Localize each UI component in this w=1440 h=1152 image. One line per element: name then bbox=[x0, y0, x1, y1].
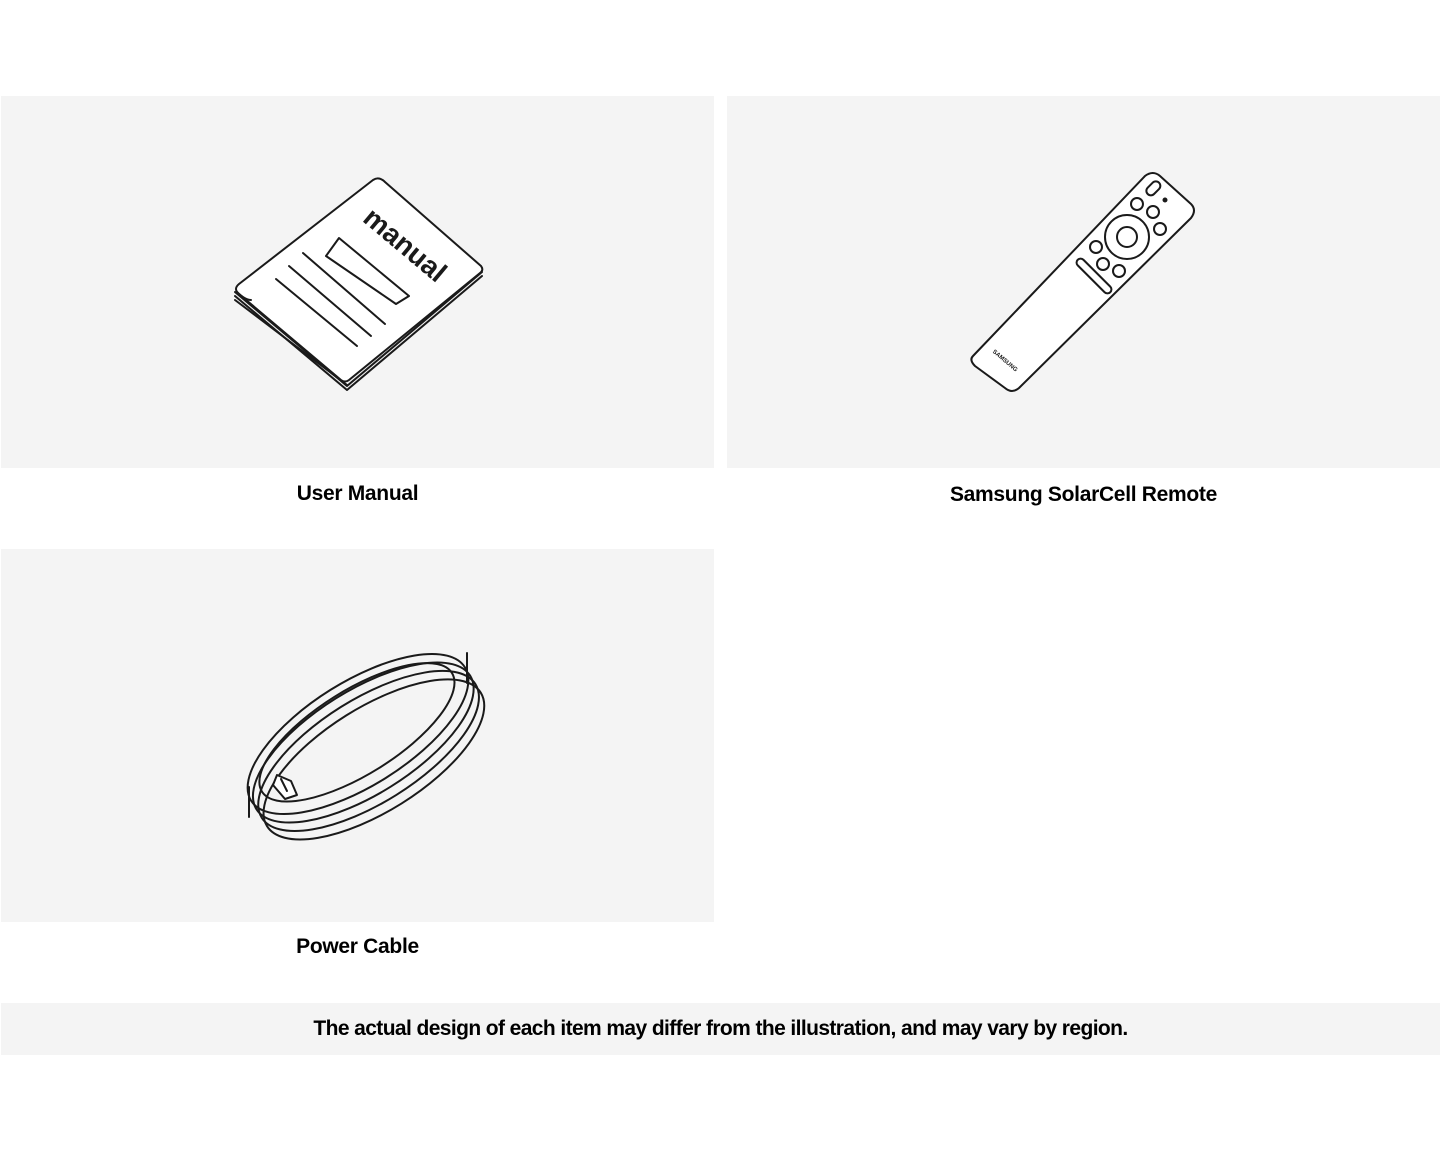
remote-control-icon bbox=[727, 96, 1440, 468]
remote-brand-text: SAMSUNG bbox=[990, 349, 1019, 374]
remote-card bbox=[727, 96, 1440, 468]
manual-cover-text: manual bbox=[357, 201, 453, 289]
disclaimer-banner bbox=[1, 1003, 1440, 1055]
cable-card bbox=[1, 549, 714, 922]
cable-caption: Power Cable bbox=[296, 935, 419, 958]
disclaimer-text: The actual design of each item may differ from the illustration, and may vary by region. bbox=[313, 1017, 1128, 1040]
manual-booklet-icon bbox=[1, 96, 714, 468]
manual-caption: User Manual bbox=[296, 482, 419, 505]
manual-card bbox=[1, 96, 714, 468]
remote-caption: Samsung SolarCell Remote bbox=[949, 483, 1218, 506]
coiled-cable-icon bbox=[1, 549, 714, 922]
